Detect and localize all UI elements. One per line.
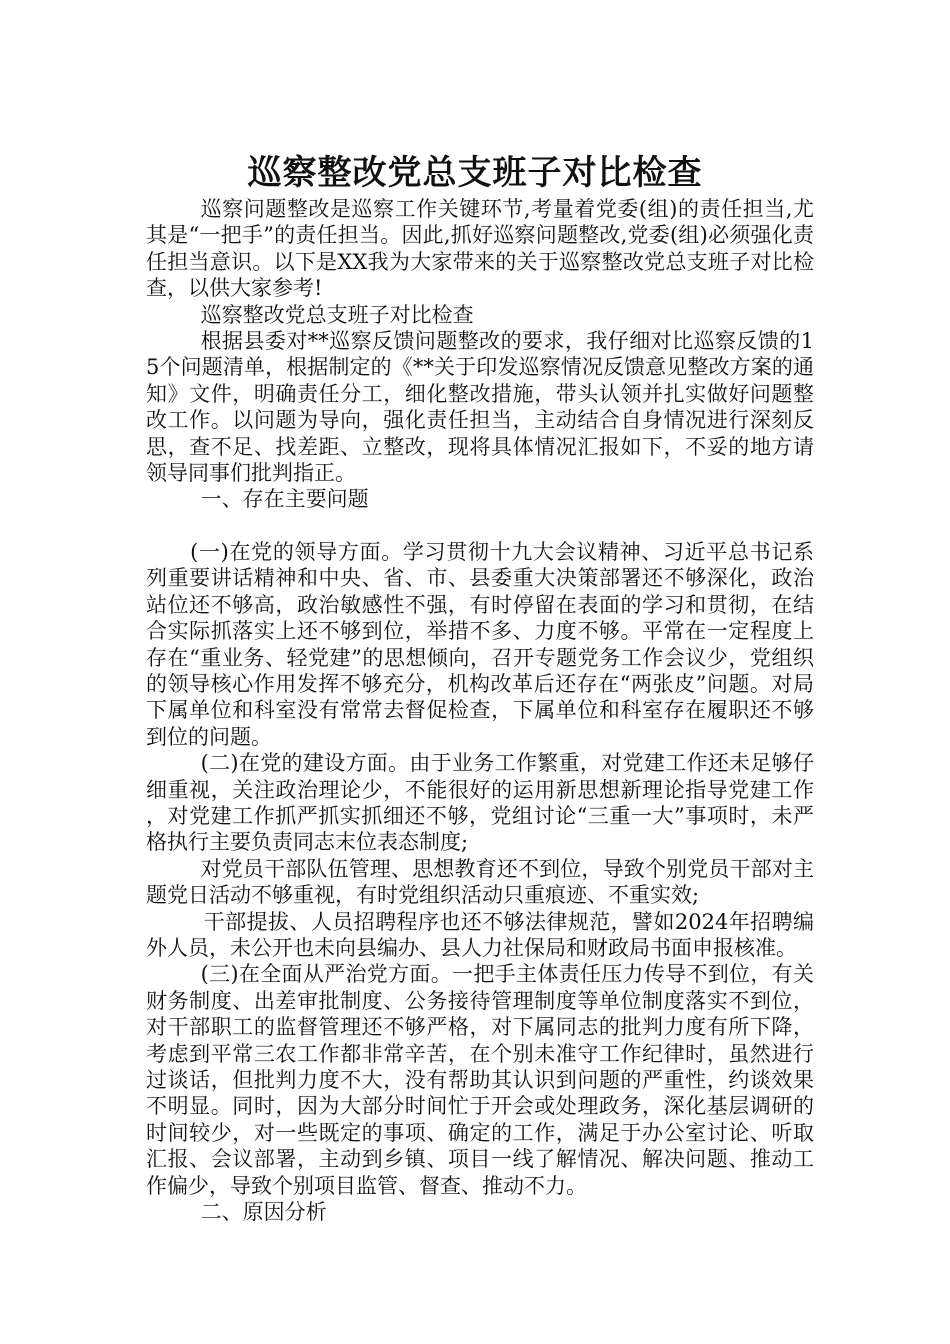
document-title: 巡察整改党总支班子对比检查	[247, 152, 703, 193]
document-body	[146, 196, 814, 1225]
problem-paragraph-recruitment: 干部提拔、人员招聘程序也还不够法律规范，譬如2024年招聘编外人员，未公开也未向县编办、县人力社保局和财政局书面申报核准。	[146, 909, 814, 960]
problem-paragraph-education: 对党员干部队伍管理、思想教育还不到位，导致个别党员干部对主题党日活动不够重视，有时党组织活动只重痕迹、不重实效;	[146, 856, 814, 908]
section-heading-causes: 二、原因分析	[200, 1200, 327, 1225]
blank-line	[146, 513, 814, 539]
problem-paragraph-strict-governance: (三)在全面从严治党方面。一把手主体责任压力传导不到位，有关财务制度、出差审批制度、公务接待管理制度等单位制度落实不到位，对干部职工的监督管理还不够严格，对下属同志的批判力度有所下降，考虑到平常三农工作都非常辛苦，在个别未准守工作纪律时，虽然进行过谈话，但批判力度不大，没有帮助其认识到问题的严重性，约谈效果不明显。同时，因为大部分时间忙于开会或处理政务，深化基层调研的时间较少，对一些既定的事项、确定的工作，满足于办公室讨论、听取汇报、会议部署，主动到乡镇、项目一线了解情况、解决问题、推动工作偏少，导致个别项目监管、督查、推动不力。	[146, 962, 814, 1198]
subtitle-line: 巡察整改党总支班子对比检查	[200, 302, 474, 327]
intro-paragraph: 巡察问题整改是巡察工作关键环节,考量着党委(组)的责任担当,尤其是“一把手”的责任担当。因此,抓好巡察问题整改,党委(组)必须强化责任担当意识。以下是XX我为大家带来的关于巡察整改党总支班子对比检查，以供大家参考!	[146, 197, 814, 301]
background-paragraph: 根据县委对**巡察反馈问题整改的要求，我仔细对比巡察反馈的15个问题清单，根据制定的《**关于印发巡察情况反馈意见整改方案的通知》文件，明确责任分工，细化整改措施，带头认领并扎实做好问题整改工作。以问题为导向，强化责任担当，主动结合自身情况进行深刻反思，查不足、找差距、立整改，现将具体情况汇报如下，不妥的地方请领导同事们批判指正。	[146, 329, 814, 486]
section-heading-problems: 一、存在主要问题	[200, 487, 369, 512]
problem-paragraph-leadership: (一)在党的领导方面。学习贯彻十九大会议精神、习近平总书记系列重要讲话精神和中央、省、市、县委重大决策部署还不够深化，政治站位还不够高，政治敏感性不强，有时停留在表面的学习和贯彻，在结合实际抓落实上还不够到位，举措不多、力度不够。平常在一定程度上存在“重业务、轻党建”的思想倾向，召开专题党务工作会议少，党组织的领导核心作用发挥不够充分，机构改革后还存在“两张皮”问题。对局下属单位和科室没有常常去督促检查，下属单位和科室存在履职还不够到位的问题。	[146, 539, 814, 749]
problem-paragraph-party-building: (二)在党的建设方面。由于业务工作繁重，对党建工作还未足够仔细重视，关注政治理论少，不能很好的运用新思想新理论指导党建工作，对党建工作抓严抓实抓细还不够，党组讨论“三重一大”事项时，未严格执行主要负责同志末位表态制度;	[146, 751, 814, 855]
